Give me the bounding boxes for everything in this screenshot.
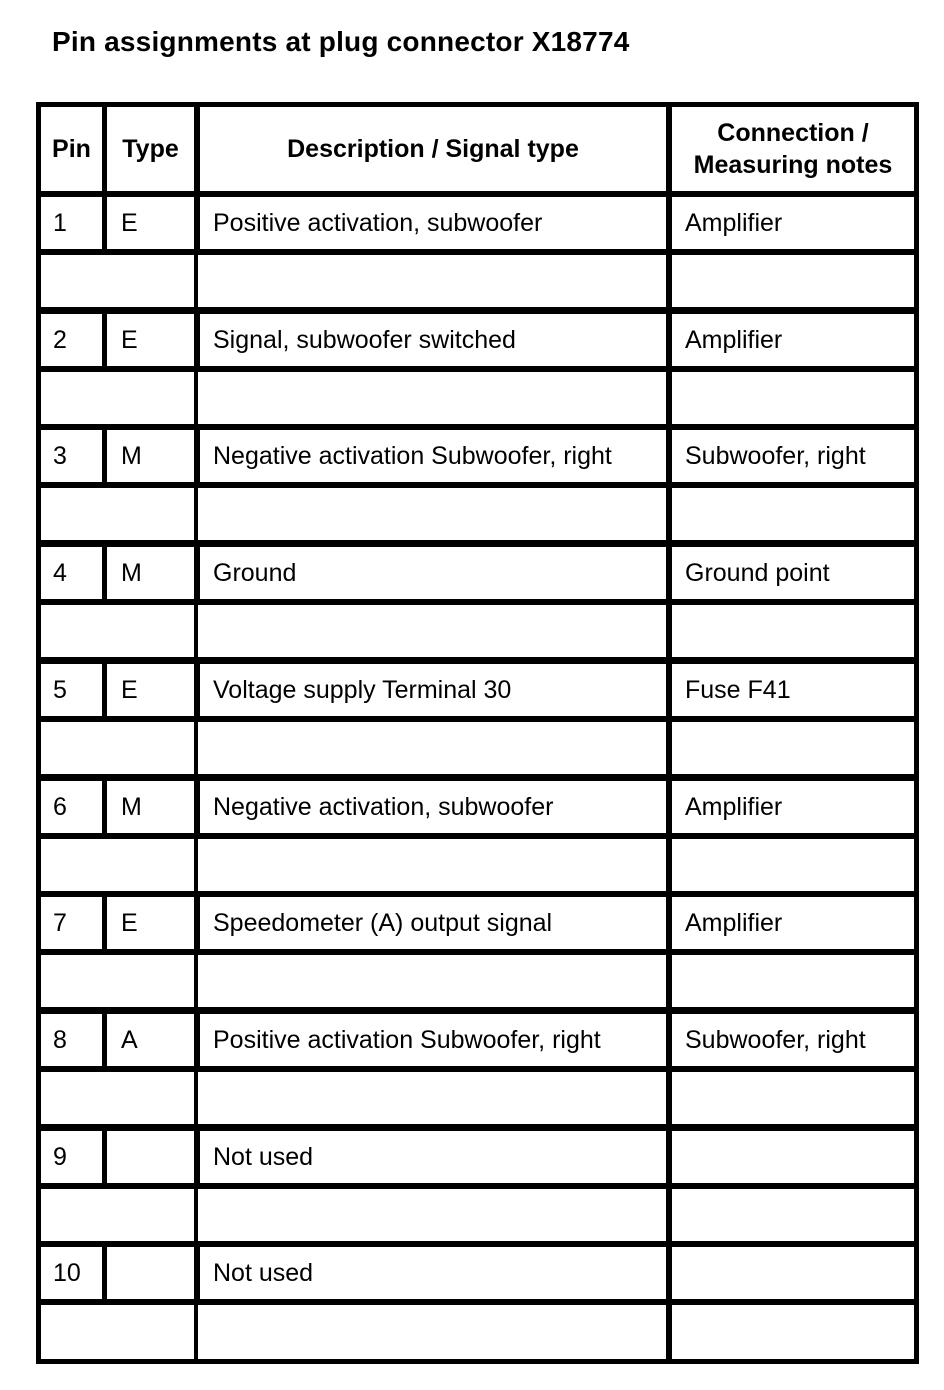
spacer-cell [672,839,914,891]
row-type: E [107,314,194,366]
row-type: A [107,1014,194,1066]
spacer-cell [672,722,914,774]
row-pin: 7 [41,897,102,949]
spacer-cell [672,372,914,424]
spacer-cell [41,488,194,540]
header-connection-line2: Measuring notes [693,151,893,179]
spacer-cell [41,1305,194,1359]
row-connection: Ground point [672,547,914,599]
row-description: Not used [200,1131,666,1183]
row-description: Positive activation, subwoofer [200,197,666,249]
header-type: Type [107,107,194,191]
row-connection: Amplifier [672,197,914,249]
header-description: Description / Signal type [200,107,666,191]
row-connection: Subwoofer, right [672,1014,914,1066]
row-description: Voltage supply Terminal 30 [200,664,666,716]
row-connection [672,1247,914,1299]
page-title: Pin assignments at plug connector X18774 [52,26,630,57]
row-pin: 1 [41,197,102,249]
header-pin: Pin [41,107,102,191]
row-type [107,1247,194,1299]
spacer-cell [672,1305,914,1359]
row-pin: 6 [41,781,102,833]
row-description: Positive activation Subwoofer, right [200,1014,666,1066]
row-description: Ground [200,547,666,599]
spacer-cell [198,255,666,307]
row-description: Negative activation, subwoofer [200,781,666,833]
row-type: M [107,781,194,833]
row-description: Negative activation Subwoofer, right [200,430,666,482]
spacer-cell [198,1072,666,1124]
spacer-cell [198,372,666,424]
spacer-cell [41,1072,194,1124]
row-pin: 8 [41,1014,102,1066]
spacer-cell [41,839,194,891]
row-pin: 3 [41,430,102,482]
spacer-cell [198,1305,666,1359]
spacer-cell [672,605,914,657]
header-connection-line1: Connection / [717,119,869,147]
spacer-cell [672,1072,914,1124]
spacer-cell [672,488,914,540]
spacer-cell [198,488,666,540]
row-type: E [107,197,194,249]
spacer-cell [198,605,666,657]
row-pin: 10 [41,1247,102,1299]
row-connection: Fuse F41 [672,664,914,716]
spacer-cell [672,1189,914,1241]
row-type: M [107,547,194,599]
spacer-cell [41,605,194,657]
spacer-cell [198,955,666,1007]
row-type: M [107,430,194,482]
header-connection [672,107,914,191]
row-description: Speedometer (A) output signal [200,897,666,949]
spacer-cell [41,1189,194,1241]
spacer-cell [198,1189,666,1241]
row-connection: Amplifier [672,781,914,833]
row-pin: 9 [41,1131,102,1183]
spacer-cell [41,722,194,774]
row-connection: Amplifier [672,314,914,366]
row-type: E [107,897,194,949]
row-connection: Subwoofer, right [672,430,914,482]
spacer-cell [41,255,194,307]
row-pin: 5 [41,664,102,716]
row-connection [672,1131,914,1183]
row-pin: 2 [41,314,102,366]
pin-assignment-table [36,102,919,1364]
spacer-cell [672,955,914,1007]
row-type [107,1131,194,1183]
row-description: Signal, subwoofer switched [200,314,666,366]
spacer-cell [672,255,914,307]
row-description: Not used [200,1247,666,1299]
spacer-cell [41,955,194,1007]
spacer-cell [198,722,666,774]
row-type: E [107,664,194,716]
row-connection: Amplifier [672,897,914,949]
spacer-cell [41,372,194,424]
row-pin: 4 [41,547,102,599]
spacer-cell [198,839,666,891]
